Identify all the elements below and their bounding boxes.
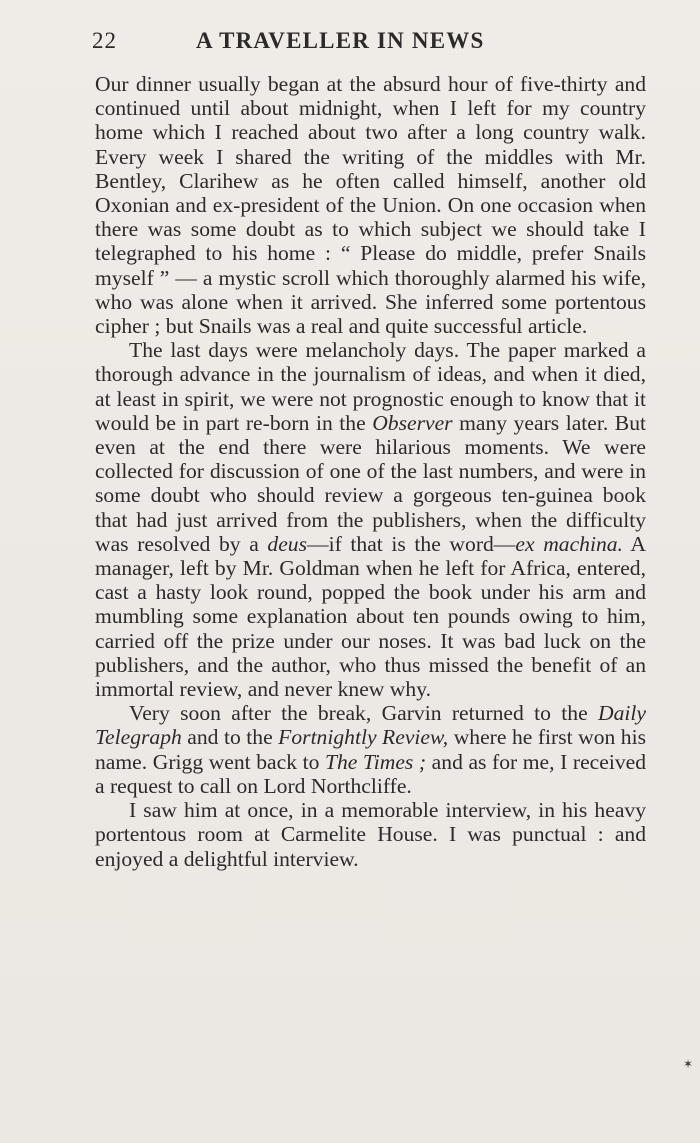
ink-speck-mark: ✶	[683, 1057, 694, 1071]
italic-text-segment: The Times ;	[324, 749, 427, 774]
running-title: A TRAVELLER IN NEWS	[196, 28, 485, 53]
text-segment: —if that is the word—	[307, 531, 516, 556]
text-segment: Our dinner usually began at the absurd hour of five-thirty and continued until about midnight, when I left for my country home which I reached about two after a long country walk. Every week I shared the writing of the middles with Mr. Bentley, Clarihew as he often called himself, another old Oxonian and ex-president of the Union. On one occasion when there was some doubt as to which subject we should take I telegraphed to his home : “ Please do middle, prefer Snails myself ” — a mystic scroll which thoroughly alarmed his wife, who was alone when it arrived. She inferred some portentous cipher ; but Snails was a real and quite successful article.	[95, 72, 646, 339]
text-segment: where he first won his name. Grigg went back to	[95, 725, 647, 774]
text-segment: and as for me, I received a request to call on Lord Northcliffe.	[95, 749, 647, 798]
text-segment: The last days were melancholy days. The paper marked a thorough advance in the journalism of ideas, and when it died, at least in spirit, we were not prognostic enough to know that it would be in part re-born in the	[95, 338, 646, 435]
italic-text-segment: Observer	[372, 410, 453, 435]
text-segment: and to the	[181, 725, 279, 750]
paragraph	[95, 701, 646, 798]
paragraph	[95, 72, 646, 338]
text-segment: A manager, left by Mr. Goldman when he left for Africa, entered, cast a hasty look round, popped the book under his arm and mumbling some explanation about ten pounds owing to him, carried off the prize under our noses. It was bad luck on the publishers, and the author, who thus missed the benefit of an immortal review, and never knew why.	[95, 531, 646, 702]
italic-text-segment: Daily Telegraph	[95, 701, 646, 750]
italic-text-segment: Fortnightly Review,	[278, 725, 449, 750]
paragraph	[95, 798, 646, 871]
body-text	[95, 72, 646, 871]
page-header	[92, 28, 542, 58]
page-number: 22	[92, 28, 117, 53]
paragraph	[95, 338, 646, 701]
text-segment: Very soon after the break, Garvin returned to the	[129, 701, 599, 726]
italic-text-segment: deus	[267, 531, 307, 556]
text-segment: I saw him at once, in a memorable interview, in his heavy portentous room at Carmelite House. I was punctual : and enjoyed a delightful interview.	[95, 798, 646, 871]
text-segment: many years later. But even at the end there were hilarious moments. We were collected for discussion of one of the last numbers, and were in some doubt who should review a gorgeous ten-guinea book that had just arrived from the publishers, when the difficulty was resolved by a	[95, 410, 646, 556]
italic-text-segment: ex machina.	[515, 531, 623, 556]
